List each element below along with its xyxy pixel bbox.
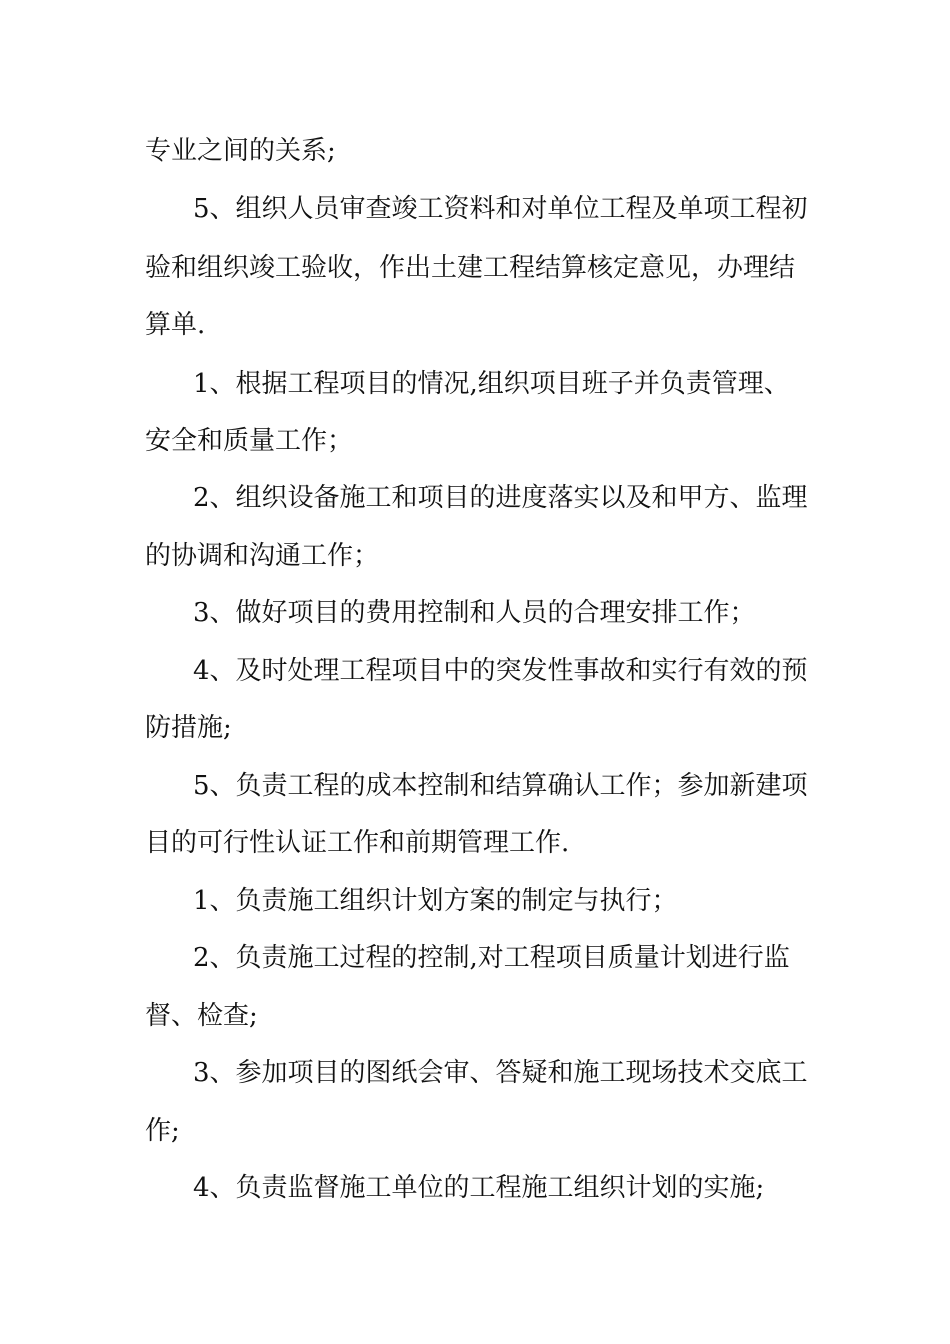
text-line: 督、检查; [145, 1001, 258, 1031]
text-line: 1、负责施工组织计划方案的制定与执行； [193, 886, 678, 916]
text-line: 2、负责施工过程的控制,对工程项目质量计划进行监 [193, 943, 790, 973]
text-line: 作; [145, 1116, 180, 1146]
text-line: 的协调和沟通工作； [145, 541, 380, 571]
text-line: 4、及时处理工程项目中的突发性事故和实行有效的预 [193, 656, 808, 686]
text-line: 目的可行性认证工作和前期管理工作. [145, 828, 570, 858]
text-line: 1、根据工程项目的情况,组织项目班子并负责管理、 [193, 369, 790, 399]
text-line: 2、组织设备施工和项目的进度落实以及和甲方、监理 [193, 483, 808, 513]
text-line: 专业之间的关系; [145, 136, 336, 166]
text-line: 5、负责工程的成本控制和结算确认工作；参加新建项 [193, 771, 808, 801]
text-line: 防措施; [145, 713, 232, 743]
text-line: 4、负责监督施工单位的工程施工组织计划的实施; [193, 1173, 765, 1203]
text-line: 3、参加项目的图纸会审、答疑和施工现场技术交底工 [193, 1058, 808, 1088]
text-line: 算单. [145, 310, 206, 340]
text-line: 安全和质量工作； [145, 426, 354, 456]
text-line: 3、做好项目的费用控制和人员的合理安排工作； [193, 598, 756, 628]
text-line: 5、组织人员审查竣工资料和对单位工程及单项工程初 [193, 194, 808, 224]
text-line: 验和组织竣工验收，作出土建工程结算核定意见，办理结 [145, 253, 796, 283]
